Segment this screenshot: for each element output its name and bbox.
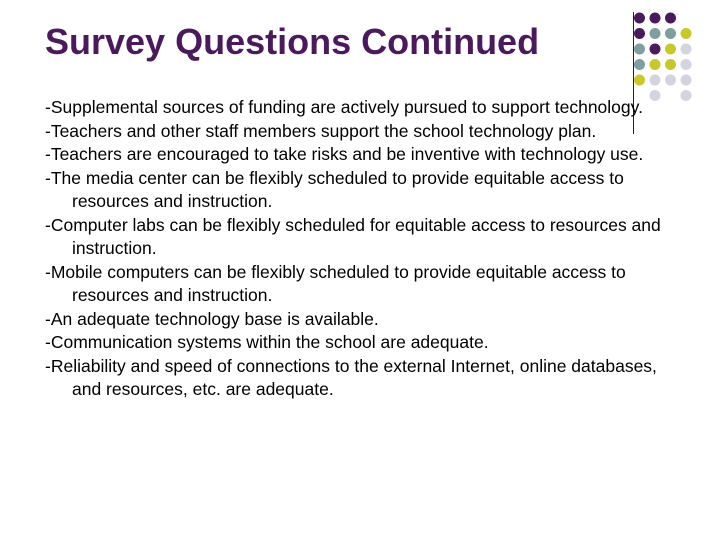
- bullet-item: -The media center can be flexibly scheduled to provide equitable access to resources and instruction.: [45, 167, 624, 211]
- bullet-item: -Communication systems within the school are adequate.: [45, 332, 489, 352]
- decorative-dot: [650, 13, 661, 24]
- bullet-item: -Mobile computers can be flexibly scheduled to provide equitable access to resources and instruction.: [45, 261, 626, 305]
- decorative-dot: [681, 75, 692, 86]
- decorative-dot: [634, 44, 645, 55]
- decorative-dot: [650, 44, 661, 55]
- decorative-dot: [681, 44, 692, 55]
- decorative-dot: [634, 28, 645, 39]
- bullet-list: [45, 96, 685, 402]
- decorative-dot: [665, 75, 676, 86]
- decorative-dot: [665, 44, 676, 55]
- bullet-item: -An adequate technology base is available.: [45, 308, 379, 329]
- bullet-item: -Teachers and other staff members support the school technology plan.: [45, 120, 597, 141]
- decorative-dot: [634, 13, 645, 24]
- decorative-dot: [634, 59, 645, 70]
- decorative-dot: [650, 59, 661, 70]
- decorative-dot: [665, 28, 676, 39]
- decorative-dot: [681, 28, 692, 39]
- decorative-dot: [634, 75, 645, 86]
- bullet-item: -Supplemental sources of funding are actively pursued to support technology.: [45, 97, 643, 117]
- decorative-dot: [650, 75, 661, 86]
- decorative-dot: [665, 59, 676, 70]
- bullet-item: -Teachers are encouraged to take risks and be inventive with technology use.: [45, 144, 644, 164]
- bullet-item: -Reliability and speed of connections to the external Internet, online databases, and resources, etc. are adequate.: [45, 355, 657, 399]
- decorative-dot: [650, 28, 661, 39]
- slide-title: Survey Questions Continued: [45, 21, 540, 62]
- decorative-dot: [681, 59, 692, 70]
- bullet-item: -Computer labs can be flexibly scheduled for equitable access to resources and instruction.: [45, 214, 661, 258]
- decorative-dot: [665, 13, 676, 24]
